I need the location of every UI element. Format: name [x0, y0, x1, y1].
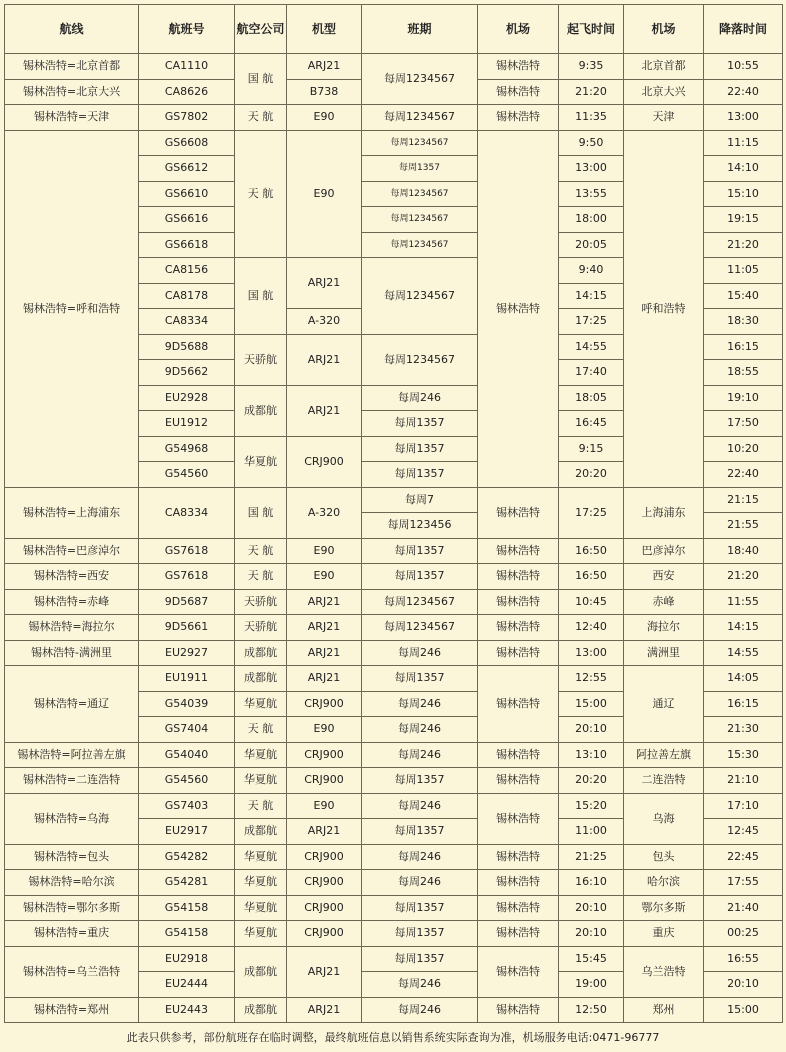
arr-airport-cell: 郑州: [624, 997, 704, 1023]
schedule-cell: 每周7: [362, 487, 478, 513]
arr-time-cell: 22:40: [704, 79, 783, 105]
schedule-cell: 每周1357: [362, 538, 478, 564]
flight-cell: G54040: [139, 742, 235, 768]
dep-airport-cell: 锡林浩特: [478, 844, 559, 870]
route-cell: 锡林浩特=北京首都: [5, 54, 139, 80]
route-cell: 锡林浩特=哈尔滨: [5, 870, 139, 896]
arr-airport-cell: 巴彦淖尔: [624, 538, 704, 564]
table-row: [5, 589, 783, 615]
header-schedule: 班期: [362, 5, 478, 54]
airline-cell: 国 航: [235, 258, 287, 335]
schedule-cell: 每周246: [362, 793, 478, 819]
arr-time-cell: 14:05: [704, 666, 783, 692]
dep-time-cell: 20:10: [559, 921, 624, 947]
arr-airport-cell: 哈尔滨: [624, 870, 704, 896]
airline-cell: 天骄航: [235, 589, 287, 615]
dep-time-cell: 12:55: [559, 666, 624, 692]
flight-cell: EU2928: [139, 385, 235, 411]
arr-airport-cell: 北京大兴: [624, 79, 704, 105]
dep-airport-cell: 锡林浩特: [478, 487, 559, 538]
table-row: [5, 768, 783, 794]
arr-airport-cell: 北京首都: [624, 54, 704, 80]
table-row: [5, 666, 783, 692]
route-cell: 锡林浩特=赤峰: [5, 589, 139, 615]
airline-cell: 国 航: [235, 54, 287, 105]
airline-cell: 成都航: [235, 385, 287, 436]
flight-cell: GS6608: [139, 130, 235, 156]
flight-cell: G54158: [139, 921, 235, 947]
schedule-cell: 每周1234567: [362, 232, 478, 258]
arr-time-cell: 18:55: [704, 360, 783, 386]
route-cell: 锡林浩特=乌兰浩特: [5, 946, 139, 997]
schedule-cell: 每周1234567: [362, 130, 478, 156]
dep-airport-cell: 锡林浩特: [478, 793, 559, 844]
route-cell: 锡林浩特=上海浦东: [5, 487, 139, 538]
schedule-cell: 每周1234567: [362, 258, 478, 335]
flight-cell: EU1911: [139, 666, 235, 692]
schedule-cell: 每周1357: [362, 895, 478, 921]
arr-airport-cell: 二连浩特: [624, 768, 704, 794]
header-aircraft: 机型: [287, 5, 362, 54]
dep-airport-cell: 锡林浩特: [478, 130, 559, 487]
airline-cell: 成都航: [235, 666, 287, 692]
arr-airport-cell: 鄂尔多斯: [624, 895, 704, 921]
flight-cell: GS7618: [139, 538, 235, 564]
aircraft-cell: CRJ900: [287, 844, 362, 870]
table-header-row: [5, 5, 783, 54]
flight-cell: G54039: [139, 691, 235, 717]
route-cell: 锡林浩特=北京大兴: [5, 79, 139, 105]
dep-time-cell: 20:10: [559, 895, 624, 921]
flight-cell: EU2927: [139, 640, 235, 666]
aircraft-cell: CRJ900: [287, 436, 362, 487]
flight-cell: CA8156: [139, 258, 235, 284]
flight-cell: GS6616: [139, 207, 235, 233]
flight-cell: G54968: [139, 436, 235, 462]
footer-note: 此表只供参考，部份航班存在临时调整，最终航班信息以销售系统实际查询为准，机场服务电话:0471-96777: [126, 1031, 660, 1044]
dep-time-cell: 13:00: [559, 156, 624, 182]
flight-cell: EU2444: [139, 972, 235, 998]
header-airline: 航空公司: [235, 5, 287, 54]
arr-time-cell: 21:10: [704, 768, 783, 794]
aircraft-cell: ARJ21: [287, 946, 362, 997]
table-row: [5, 997, 783, 1023]
schedule-cell: 每周246: [362, 972, 478, 998]
dep-time-cell: 16:45: [559, 411, 624, 437]
route-cell: 锡林浩特=鄂尔多斯: [5, 895, 139, 921]
arr-time-cell: 18:30: [704, 309, 783, 335]
arr-airport-cell: 重庆: [624, 921, 704, 947]
airline-cell: 天 航: [235, 538, 287, 564]
dep-time-cell: 21:20: [559, 79, 624, 105]
table-row: [5, 921, 783, 947]
arr-airport-cell: 上海浦东: [624, 487, 704, 538]
table-row: [5, 793, 783, 819]
aircraft-cell: ARJ21: [287, 615, 362, 641]
flight-cell: GS7618: [139, 564, 235, 590]
schedule-cell: 每周1234567: [362, 105, 478, 131]
route-cell: 锡林浩特=乌海: [5, 793, 139, 844]
airline-cell: 天 航: [235, 130, 287, 258]
airline-cell: 华夏航: [235, 436, 287, 487]
schedule-cell: 每周1357: [362, 564, 478, 590]
route-cell: 锡林浩特=重庆: [5, 921, 139, 947]
dep-airport-cell: 锡林浩特: [478, 105, 559, 131]
dep-time-cell: 17:40: [559, 360, 624, 386]
dep-airport-cell: 锡林浩特: [478, 79, 559, 105]
aircraft-cell: E90: [287, 105, 362, 131]
dep-time-cell: 16:50: [559, 564, 624, 590]
flight-cell: G54282: [139, 844, 235, 870]
table-row: [5, 487, 783, 513]
aircraft-cell: CRJ900: [287, 742, 362, 768]
route-cell: 锡林浩特=海拉尔: [5, 615, 139, 641]
header-route: 航线: [5, 5, 139, 54]
dep-airport-cell: 锡林浩特: [478, 640, 559, 666]
dep-airport-cell: 锡林浩特: [478, 768, 559, 794]
dep-time-cell: 17:25: [559, 487, 624, 538]
airline-cell: 华夏航: [235, 844, 287, 870]
dep-time-cell: 15:00: [559, 691, 624, 717]
flight-cell: EU2443: [139, 997, 235, 1023]
airline-cell: 成都航: [235, 997, 287, 1023]
dep-time-cell: 19:00: [559, 972, 624, 998]
airline-cell: 华夏航: [235, 870, 287, 896]
dep-airport-cell: 锡林浩特: [478, 742, 559, 768]
dep-airport-cell: 锡林浩特: [478, 895, 559, 921]
dep-time-cell: 17:25: [559, 309, 624, 335]
flight-cell: EU2918: [139, 946, 235, 972]
dep-airport-cell: 锡林浩特: [478, 564, 559, 590]
arr-airport-cell: 乌兰浩特: [624, 946, 704, 997]
schedule-cell: 每周1234567: [362, 615, 478, 641]
aircraft-cell: CRJ900: [287, 768, 362, 794]
aircraft-cell: E90: [287, 717, 362, 743]
arr-time-cell: 11:55: [704, 589, 783, 615]
aircraft-cell: ARJ21: [287, 640, 362, 666]
aircraft-cell: E90: [287, 130, 362, 258]
aircraft-cell: CRJ900: [287, 691, 362, 717]
dep-time-cell: 14:15: [559, 283, 624, 309]
dep-time-cell: 10:45: [559, 589, 624, 615]
dep-time-cell: 9:35: [559, 54, 624, 80]
aircraft-cell: ARJ21: [287, 258, 362, 309]
dep-time-cell: 14:55: [559, 334, 624, 360]
dep-airport-cell: 锡林浩特: [478, 870, 559, 896]
arr-time-cell: 11:05: [704, 258, 783, 284]
arr-time-cell: 12:45: [704, 819, 783, 845]
arr-time-cell: 19:10: [704, 385, 783, 411]
arr-airport-cell: 西安: [624, 564, 704, 590]
airline-cell: 华夏航: [235, 742, 287, 768]
route-cell: 锡林浩特=包头: [5, 844, 139, 870]
schedule-cell: 每周1357: [362, 666, 478, 692]
dep-time-cell: 9:50: [559, 130, 624, 156]
schedule-cell: 每周246: [362, 742, 478, 768]
arr-airport-cell: 阿拉善左旗: [624, 742, 704, 768]
aircraft-cell: ARJ21: [287, 666, 362, 692]
aircraft-cell: A-320: [287, 309, 362, 335]
dep-airport-cell: 锡林浩特: [478, 538, 559, 564]
arr-time-cell: 21:20: [704, 564, 783, 590]
table-row: [5, 640, 783, 666]
arr-time-cell: 22:40: [704, 462, 783, 488]
schedule-cell: 每周246: [362, 997, 478, 1023]
arr-airport-cell: 赤峰: [624, 589, 704, 615]
flight-cell: G54281: [139, 870, 235, 896]
airline-cell: 天骄航: [235, 615, 287, 641]
route-cell: 锡林浩特=通辽: [5, 666, 139, 743]
dep-time-cell: 21:25: [559, 844, 624, 870]
airline-cell: 成都航: [235, 946, 287, 997]
arr-time-cell: 15:40: [704, 283, 783, 309]
arr-time-cell: 10:55: [704, 54, 783, 80]
arr-time-cell: 16:15: [704, 691, 783, 717]
flight-cell: G54158: [139, 895, 235, 921]
flight-cell: CA8626: [139, 79, 235, 105]
dep-time-cell: 15:45: [559, 946, 624, 972]
route-cell: 锡林浩特=郑州: [5, 997, 139, 1023]
airline-cell: 成都航: [235, 640, 287, 666]
airline-cell: 国 航: [235, 487, 287, 538]
schedule-cell: 每周246: [362, 870, 478, 896]
table-row: [5, 946, 783, 972]
schedule-cell: 每周1357: [362, 921, 478, 947]
dep-airport-cell: 锡林浩特: [478, 921, 559, 947]
arr-time-cell: 13:00: [704, 105, 783, 131]
schedule-cell: 每周246: [362, 385, 478, 411]
schedule-cell: 每周246: [362, 691, 478, 717]
flight-cell: GS7802: [139, 105, 235, 131]
schedule-cell: 每周246: [362, 844, 478, 870]
arr-airport-cell: 通辽: [624, 666, 704, 743]
route-cell: 锡林浩特=呼和浩特: [5, 130, 139, 487]
route-cell: 锡林浩特=西安: [5, 564, 139, 590]
aircraft-cell: ARJ21: [287, 997, 362, 1023]
dep-time-cell: 20:10: [559, 717, 624, 743]
dep-airport-cell: 锡林浩特: [478, 54, 559, 80]
dep-time-cell: 20:05: [559, 232, 624, 258]
flight-cell: 9D5662: [139, 360, 235, 386]
arr-time-cell: 19:15: [704, 207, 783, 233]
arr-time-cell: 14:10: [704, 156, 783, 182]
dep-airport-cell: 锡林浩特: [478, 946, 559, 997]
dep-time-cell: 18:05: [559, 385, 624, 411]
flight-cell: GS6618: [139, 232, 235, 258]
arr-time-cell: 14:55: [704, 640, 783, 666]
route-cell: 锡林浩特=巴彦淖尔: [5, 538, 139, 564]
table-row: [5, 54, 783, 80]
aircraft-cell: CRJ900: [287, 895, 362, 921]
arr-airport-cell: 呼和浩特: [624, 130, 704, 487]
arr-time-cell: 21:40: [704, 895, 783, 921]
airline-cell: 天 航: [235, 105, 287, 131]
airline-cell: 华夏航: [235, 691, 287, 717]
arr-time-cell: 00:25: [704, 921, 783, 947]
dep-time-cell: 13:10: [559, 742, 624, 768]
arr-time-cell: 18:40: [704, 538, 783, 564]
schedule-cell: 每周1357: [362, 946, 478, 972]
schedule-cell: 每周1357: [362, 156, 478, 182]
route-cell: 锡林浩特=二连浩特: [5, 768, 139, 794]
arr-time-cell: 20:10: [704, 972, 783, 998]
dep-time-cell: 13:55: [559, 181, 624, 207]
flight-cell: CA8334: [139, 309, 235, 335]
schedule-cell: 每周1234567: [362, 589, 478, 615]
dep-time-cell: 16:50: [559, 538, 624, 564]
header-arr-time: 降落时间: [704, 5, 783, 54]
arr-airport-cell: 满洲里: [624, 640, 704, 666]
airline-cell: 天 航: [235, 564, 287, 590]
dep-airport-cell: 锡林浩特: [478, 589, 559, 615]
table-row: [5, 538, 783, 564]
table-row: [5, 870, 783, 896]
aircraft-cell: CRJ900: [287, 870, 362, 896]
schedule-cell: 每周123456: [362, 513, 478, 539]
arr-airport-cell: 包头: [624, 844, 704, 870]
schedule-cell: 每周1234567: [362, 207, 478, 233]
arr-airport-cell: 海拉尔: [624, 615, 704, 641]
table-row: [5, 615, 783, 641]
aircraft-cell: ARJ21: [287, 54, 362, 80]
schedule-cell: 每周1357: [362, 819, 478, 845]
schedule-cell: 每周1234567: [362, 54, 478, 105]
dep-time-cell: 11:35: [559, 105, 624, 131]
aircraft-cell: E90: [287, 538, 362, 564]
schedule-cell: 每周1357: [362, 411, 478, 437]
arr-time-cell: 15:10: [704, 181, 783, 207]
arr-time-cell: 10:20: [704, 436, 783, 462]
arr-time-cell: 21:55: [704, 513, 783, 539]
aircraft-cell: B738: [287, 79, 362, 105]
schedule-cell: 每周1234567: [362, 334, 478, 385]
flight-cell: GS7403: [139, 793, 235, 819]
table-row: [5, 105, 783, 131]
arr-time-cell: 11:15: [704, 130, 783, 156]
aircraft-cell: CRJ900: [287, 921, 362, 947]
flight-cell: 9D5688: [139, 334, 235, 360]
flight-cell: GS6612: [139, 156, 235, 182]
flight-cell: G54560: [139, 768, 235, 794]
aircraft-cell: ARJ21: [287, 385, 362, 436]
arr-time-cell: 21:30: [704, 717, 783, 743]
arr-time-cell: 15:00: [704, 997, 783, 1023]
dep-time-cell: 12:50: [559, 997, 624, 1023]
arr-airport-cell: 天津: [624, 105, 704, 131]
aircraft-cell: ARJ21: [287, 819, 362, 845]
flight-cell: 9D5687: [139, 589, 235, 615]
table-row: [5, 130, 783, 156]
dep-time-cell: 13:00: [559, 640, 624, 666]
arr-time-cell: 16:55: [704, 946, 783, 972]
route-cell: 锡林浩特=阿拉善左旗: [5, 742, 139, 768]
schedule-cell: 每周246: [362, 717, 478, 743]
airline-cell: 华夏航: [235, 895, 287, 921]
aircraft-cell: ARJ21: [287, 589, 362, 615]
dep-airport-cell: 锡林浩特: [478, 997, 559, 1023]
dep-time-cell: 20:20: [559, 462, 624, 488]
header-dep-time: 起飞时间: [559, 5, 624, 54]
header-flight: 航班号: [139, 5, 235, 54]
aircraft-cell: A-320: [287, 487, 362, 538]
arr-time-cell: 15:30: [704, 742, 783, 768]
table-row: [5, 895, 783, 921]
flight-cell: G54560: [139, 462, 235, 488]
dep-time-cell: 20:20: [559, 768, 624, 794]
header-arr-airport: 机场: [624, 5, 704, 54]
arr-time-cell: 17:10: [704, 793, 783, 819]
dep-time-cell: 16:10: [559, 870, 624, 896]
dep-airport-cell: 锡林浩特: [478, 666, 559, 743]
airline-cell: 天 航: [235, 793, 287, 819]
flight-cell: CA8178: [139, 283, 235, 309]
arr-time-cell: 21:15: [704, 487, 783, 513]
arr-time-cell: 17:55: [704, 870, 783, 896]
route-cell: 锡林浩特=天津: [5, 105, 139, 131]
flight-schedule-table: [4, 4, 783, 1023]
arr-time-cell: 22:45: [704, 844, 783, 870]
flight-cell: CA8334: [139, 487, 235, 538]
schedule-cell: 每周1357: [362, 768, 478, 794]
table-row: [5, 564, 783, 590]
dep-time-cell: 11:00: [559, 819, 624, 845]
arr-time-cell: 17:50: [704, 411, 783, 437]
flight-cell: CA1110: [139, 54, 235, 80]
schedule-cell: 每周246: [362, 640, 478, 666]
flight-cell: GS6610: [139, 181, 235, 207]
table-row: [5, 742, 783, 768]
flight-cell: 9D5661: [139, 615, 235, 641]
dep-airport-cell: 锡林浩特: [478, 615, 559, 641]
aircraft-cell: E90: [287, 793, 362, 819]
arr-time-cell: 16:15: [704, 334, 783, 360]
header-dep-airport: 机场: [478, 5, 559, 54]
schedule-cell: 每周1357: [362, 436, 478, 462]
dep-time-cell: 15:20: [559, 793, 624, 819]
arr-time-cell: 21:20: [704, 232, 783, 258]
dep-time-cell: 9:15: [559, 436, 624, 462]
schedule-cell: 每周1234567: [362, 181, 478, 207]
route-cell: 锡林浩特-满洲里: [5, 640, 139, 666]
dep-time-cell: 9:40: [559, 258, 624, 284]
aircraft-cell: ARJ21: [287, 334, 362, 385]
flight-cell: EU1912: [139, 411, 235, 437]
dep-time-cell: 12:40: [559, 615, 624, 641]
airline-cell: 天 航: [235, 717, 287, 743]
flight-cell: GS7404: [139, 717, 235, 743]
table-row: [5, 844, 783, 870]
airline-cell: 华夏航: [235, 768, 287, 794]
arr-airport-cell: 乌海: [624, 793, 704, 844]
airline-cell: 华夏航: [235, 921, 287, 947]
dep-time-cell: 18:00: [559, 207, 624, 233]
airline-cell: 成都航: [235, 819, 287, 845]
schedule-cell: 每周1357: [362, 462, 478, 488]
flight-cell: EU2917: [139, 819, 235, 845]
arr-time-cell: 14:15: [704, 615, 783, 641]
aircraft-cell: E90: [287, 564, 362, 590]
airline-cell: 天骄航: [235, 334, 287, 385]
